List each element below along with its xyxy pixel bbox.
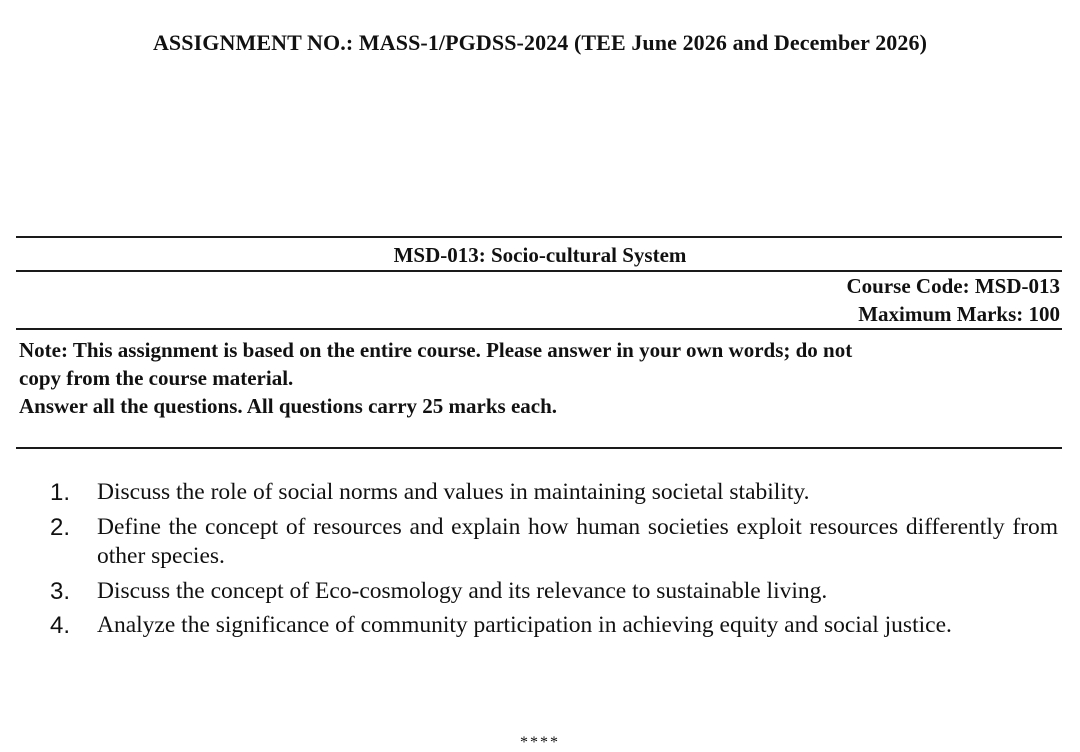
assignment-title: ASSIGNMENT NO.: MASS-1/PGDSS-2024 (TEE June 2026 and December 2026) xyxy=(152,30,928,55)
end-marker: **** xyxy=(520,734,560,751)
question-list xyxy=(0,478,1080,646)
note-line-3: Answer all the questions. All questions carry 25 marks each. xyxy=(19,394,558,418)
meta-rule xyxy=(16,328,1062,330)
question-number: 3. xyxy=(50,577,71,605)
question-text: Discuss the role of social norms and values in maintaining societal stability. xyxy=(97,479,810,505)
course-title: MSD-013: Socio-cultural System xyxy=(393,243,687,267)
question-number: 1. xyxy=(50,479,71,506)
course-title-rule xyxy=(16,270,1062,272)
question-item xyxy=(0,513,1080,572)
question-text: Analyze the significance of community participation in achieving equity and social justice. xyxy=(97,612,952,638)
question-item xyxy=(0,478,1080,508)
question-number: 4. xyxy=(50,612,71,639)
note-line-2: copy from the course material. xyxy=(19,366,294,390)
top-rule xyxy=(16,236,1062,238)
course-code: Course Code: MSD-013 xyxy=(846,274,1060,298)
assignment-note xyxy=(19,336,1059,420)
note-line-1: Note: This assignment is based on the entire course. Please answer in your own words; do not xyxy=(19,338,853,362)
maximum-marks: Maximum Marks: 100 xyxy=(858,302,1060,326)
question-item xyxy=(0,611,1080,641)
question-text: Discuss the concept of Eco-cosmology and its relevance to sustainable living. xyxy=(97,577,828,604)
question-item xyxy=(0,577,1080,607)
question-text: Define the concept of resources and explain how human societies exploit resources differently from other species. xyxy=(97,513,1058,569)
question-number: 2. xyxy=(50,513,71,541)
questions-rule xyxy=(16,447,1062,449)
